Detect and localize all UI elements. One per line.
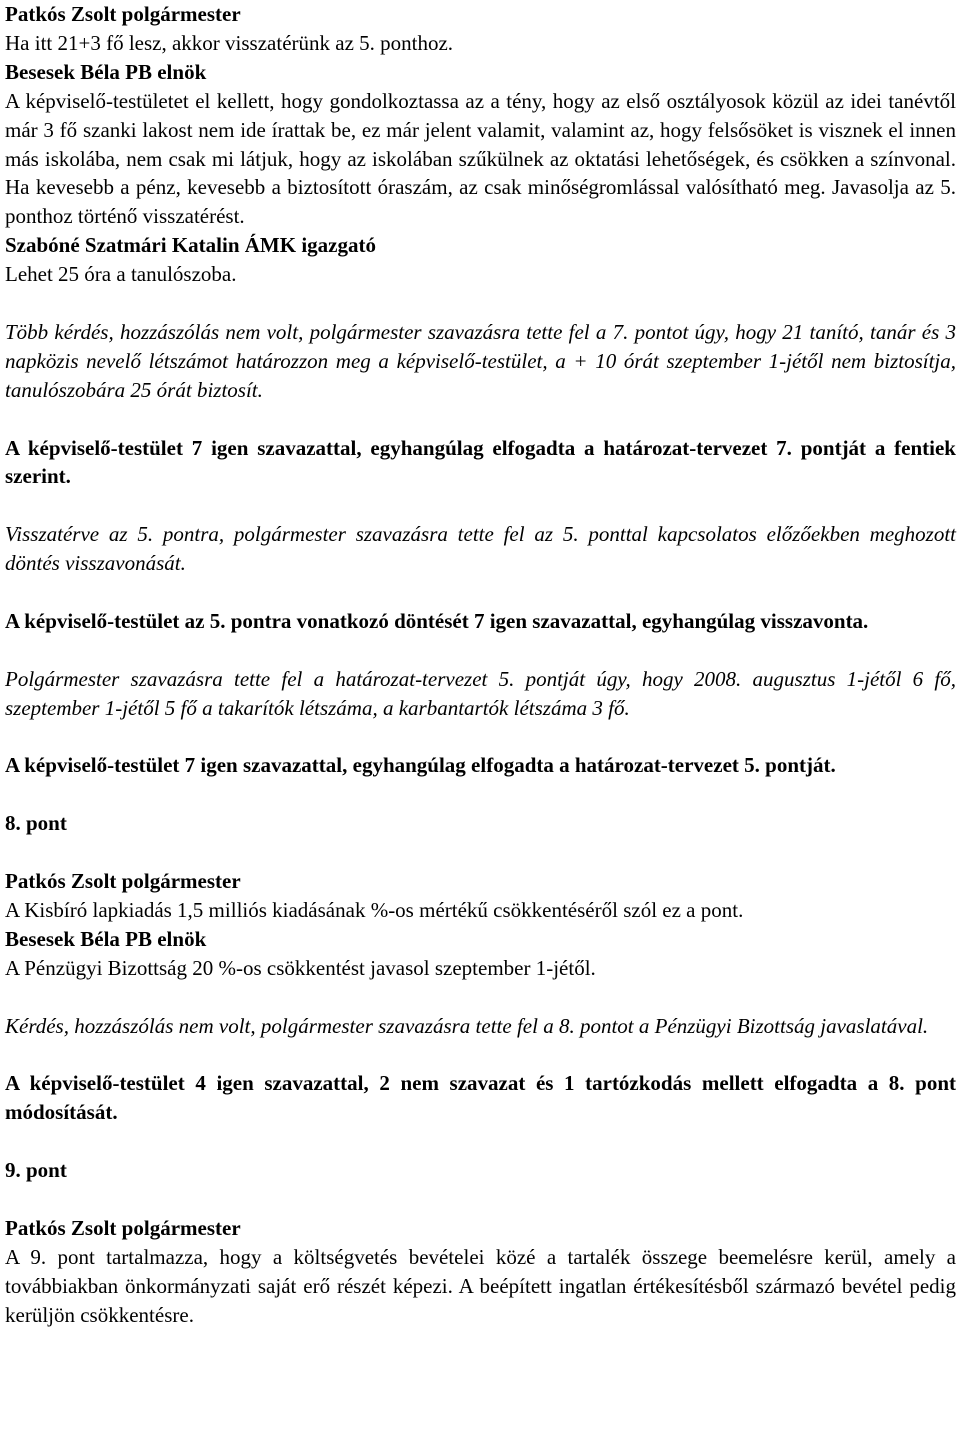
resolution-text: A képviselő-testület 4 igen szavazattal, 2 nem szavazat és 1 tartózkodás mellett elfogadta a 8. pont módosítását.	[5, 1071, 956, 1125]
speaker-name: Besesek Béla PB elnök	[5, 926, 207, 951]
speaker-name: Besesek Béla PB elnök	[5, 59, 207, 84]
resolution-text: A képviselő-testület az 5. pontra vonatkozó döntését 7 igen szavazattal, egyhangúlag visszavonta.	[5, 608, 869, 633]
speaker-name: Patkós Zsolt polgármester	[5, 869, 241, 894]
speech-text: A képviselő-testületet el kellett, hogy gondolkoztassa az a tény, hogy az első osztályosok közül az idei tanévtől már 3 fő szanki lakost nem ide írattak be, ez már jelent valamit, valamint az, hogy felsősöket is visznek el innen más iskolába, nem csak mi látjuk, hogy az iskolában szűkülnek az oktatási lehetőségek, és csökken a színvonal. Ha kevesebb a pénz, kevesebb a biztosított óraszám, az csak minőségromlással valósítható meg. Javasolja az 5. ponthoz történő visszatérést.	[5, 88, 956, 229]
speaker-name: Patkós Zsolt polgármester	[5, 1215, 241, 1240]
speech-text: A 9. pont tartalmazza, hogy a költségvetés bevételei közé a tartalék összege beemelésre kerül, amely a továbbiakban önkormányzati saját erő részét képezi. A beépített ingatlan értékesítésből származó bevétel pedig kerüljön csökkentésre.	[5, 1244, 956, 1327]
procedure-note: Polgármester szavazásra tette fel a határozat-tervezet 5. pontját úgy, hogy 2008. augusztus 1-jétől 6 fő, szeptember 1-jétől 5 fő a takarítók létszáma, a karbantartók létszáma 3 fő.	[5, 666, 956, 720]
speech-text: Ha itt 21+3 fő lesz, akkor visszatérünk az 5. ponthoz.	[5, 30, 454, 55]
speech-text: A Pénzügyi Bizottság 20 %-os csökkentést javasol szeptember 1-jétől.	[5, 955, 596, 980]
procedure-note: Visszatérve az 5. pontra, polgármester szavazásra tette fel az 5. ponttal kapcsolatos előzőekben meghozott döntés visszavonását.	[5, 522, 956, 576]
procedure-note: Több kérdés, hozzászólás nem volt, polgármester szavazásra tette fel a 7. pontot úgy, hogy 21 tanító, tanár és 3 napközis nevelő létszámot határozzon meg a képviselő-testület, a + 10 órát szeptember 1-jétől nem biztosítja, tanulószobára 25 órát biztosít.	[5, 319, 956, 402]
speaker-name: Szabóné Szatmári Katalin ÁMK igazgató	[5, 233, 376, 258]
procedure-note: Kérdés, hozzászólás nem volt, polgármester szavazásra tette fel a 8. pontot a Pénzügyi Bizottság javaslatával.	[5, 1013, 929, 1038]
agenda-heading: 9. pont	[5, 1158, 67, 1183]
resolution-text: A képviselő-testület 7 igen szavazattal, egyhangúlag elfogadta a határozat-tervezet 7. pontját a fentiek szerint.	[5, 435, 956, 489]
resolution-text: A képviselő-testület 7 igen szavazattal, egyhangúlag elfogadta a határozat-tervezet 5. pontját.	[5, 753, 836, 778]
speaker-name: Patkós Zsolt polgármester	[5, 2, 241, 26]
agenda-heading: 8. pont	[5, 811, 67, 836]
speech-text: A Kisbíró lapkiadás 1,5 milliós kiadásának %-os mértékű csökkentéséről szól ez a pont.	[5, 897, 744, 922]
speech-text: Lehet 25 óra a tanulószoba.	[5, 262, 237, 287]
